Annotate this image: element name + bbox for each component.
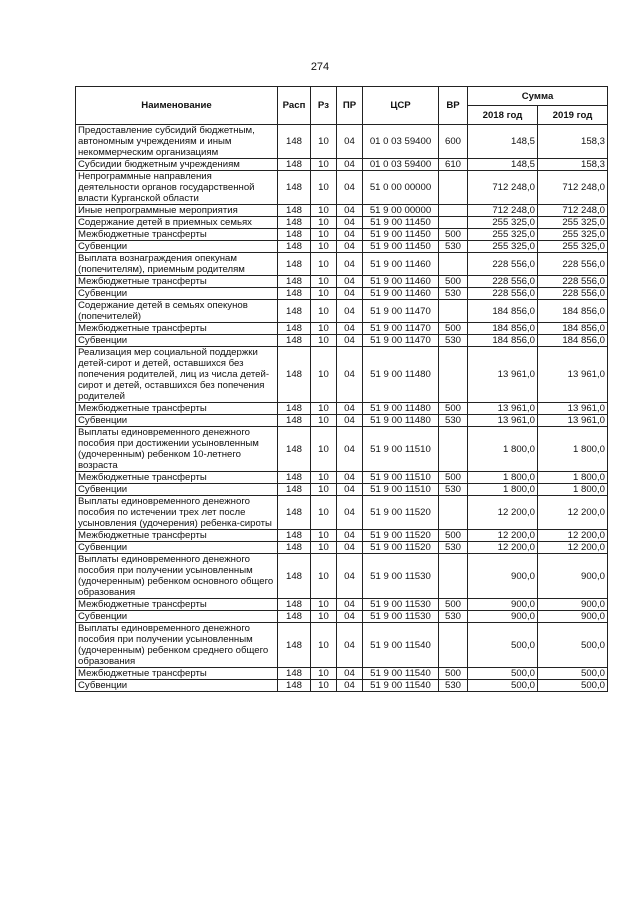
table-cell-rz: 10	[311, 241, 337, 253]
table-cell-rasp: 148	[278, 472, 311, 484]
table-cell-name: Содержание детей в приемных семьях	[76, 217, 278, 229]
table-cell-rasp: 148	[278, 611, 311, 623]
table-cell-vr	[439, 554, 468, 599]
table-cell-rz: 10	[311, 171, 337, 205]
table-cell-name: Субвенции	[76, 611, 278, 623]
table-cell-rasp: 148	[278, 276, 311, 288]
table-cell-name: Межбюджетные трансферты	[76, 403, 278, 415]
table-cell-rasp: 148	[278, 171, 311, 205]
table-cell-rasp: 148	[278, 484, 311, 496]
table-row	[76, 623, 608, 668]
table-cell-rz: 10	[311, 253, 337, 276]
table-row	[76, 415, 608, 427]
table-row	[76, 496, 608, 530]
table-cell-rz: 10	[311, 680, 337, 692]
table-row	[76, 217, 608, 229]
table-cell-vr: 500	[439, 668, 468, 680]
table-cell-2018: 148,5	[468, 159, 538, 171]
table-cell-2019: 158,3	[538, 159, 608, 171]
table-cell-rasp: 148	[278, 241, 311, 253]
table-cell-rasp: 148	[278, 427, 311, 472]
table-cell-name: Субвенции	[76, 288, 278, 300]
table-cell-pr: 04	[337, 403, 363, 415]
table-cell-pr: 04	[337, 125, 363, 159]
table-cell-csr: 51 9 00 11540	[363, 623, 439, 668]
table-cell-rz: 10	[311, 623, 337, 668]
table-cell-csr: 51 9 00 11470	[363, 300, 439, 323]
table-cell-csr: 51 9 00 11510	[363, 484, 439, 496]
table-row	[76, 159, 608, 171]
table-cell-vr: 500	[439, 323, 468, 335]
table-cell-name: Выплаты единовременного денежного пособия при получении усыновленным (удочеренным) ребенком среднего общего образования	[76, 623, 278, 668]
col-header-rz: Рз	[311, 87, 337, 125]
table-cell-pr: 04	[337, 171, 363, 205]
table-cell-vr: 530	[439, 415, 468, 427]
table-cell-name: Выплата вознаграждения опекунам (попечителям), приемным родителям	[76, 253, 278, 276]
table-cell-vr: 600	[439, 125, 468, 159]
table-cell-csr: 51 0 00 00000	[363, 171, 439, 205]
table-cell-2018: 1 800,0	[468, 472, 538, 484]
table-cell-rasp: 148	[278, 403, 311, 415]
table-cell-rz: 10	[311, 335, 337, 347]
table-cell-rz: 10	[311, 125, 337, 159]
table-cell-name: Предоставление субсидий бюджетным, автономным учреждениям и иным некоммерческим организациям	[76, 125, 278, 159]
table-cell-2018: 228 556,0	[468, 288, 538, 300]
table-cell-pr: 04	[337, 241, 363, 253]
col-header-name: Наименование	[76, 87, 278, 125]
table-cell-csr: 51 9 00 11530	[363, 599, 439, 611]
table-cell-csr: 51 9 00 00000	[363, 205, 439, 217]
table-cell-rz: 10	[311, 205, 337, 217]
table-cell-rz: 10	[311, 276, 337, 288]
table-cell-pr: 04	[337, 554, 363, 599]
table-cell-rasp: 148	[278, 300, 311, 323]
table-cell-name: Содержание детей в семьях опекунов (попечителей)	[76, 300, 278, 323]
table-cell-2019: 255 325,0	[538, 217, 608, 229]
table-cell-vr	[439, 427, 468, 472]
table-cell-name: Выплаты единовременного денежного пособия при достижении усыновленным (удочеренным) ребенком 10-летнего возраста	[76, 427, 278, 472]
header-row	[76, 87, 608, 106]
table-cell-vr	[439, 347, 468, 403]
table-cell-rasp: 148	[278, 323, 311, 335]
table-cell-2019: 500,0	[538, 680, 608, 692]
table-cell-2018: 900,0	[468, 611, 538, 623]
table-row	[76, 599, 608, 611]
table-cell-name: Субвенции	[76, 335, 278, 347]
table-row	[76, 668, 608, 680]
table-cell-csr: 51 9 00 11450	[363, 217, 439, 229]
table-cell-2018: 712 248,0	[468, 171, 538, 205]
table-cell-rasp: 148	[278, 599, 311, 611]
table-cell-pr: 04	[337, 335, 363, 347]
table-cell-pr: 04	[337, 496, 363, 530]
table-cell-2019: 12 200,0	[538, 530, 608, 542]
table-cell-csr: 51 9 00 11530	[363, 611, 439, 623]
table-cell-vr	[439, 171, 468, 205]
table-cell-csr: 51 9 00 11470	[363, 335, 439, 347]
table-cell-vr	[439, 623, 468, 668]
table-cell-csr: 51 9 00 11480	[363, 403, 439, 415]
table-row	[76, 300, 608, 323]
table-row	[76, 288, 608, 300]
table-cell-2018: 900,0	[468, 599, 538, 611]
table-cell-csr: 01 0 03 59400	[363, 159, 439, 171]
table-cell-vr	[439, 217, 468, 229]
table-row	[76, 530, 608, 542]
table-cell-rz: 10	[311, 300, 337, 323]
table-cell-rasp: 148	[278, 229, 311, 241]
table-cell-2018: 12 200,0	[468, 542, 538, 554]
table-cell-rasp: 148	[278, 288, 311, 300]
table-cell-rasp: 148	[278, 680, 311, 692]
table-cell-rasp: 148	[278, 623, 311, 668]
table-cell-pr: 04	[337, 323, 363, 335]
table-cell-2018: 1 800,0	[468, 427, 538, 472]
table-cell-vr: 500	[439, 403, 468, 415]
table-row	[76, 554, 608, 599]
table-cell-2019: 13 961,0	[538, 403, 608, 415]
table-cell-vr	[439, 253, 468, 276]
table-cell-2019: 500,0	[538, 623, 608, 668]
table-row	[76, 125, 608, 159]
table-cell-2019: 255 325,0	[538, 229, 608, 241]
table-cell-name: Межбюджетные трансферты	[76, 276, 278, 288]
table-cell-pr: 04	[337, 623, 363, 668]
table-cell-pr: 04	[337, 288, 363, 300]
table-cell-csr: 51 9 00 11480	[363, 415, 439, 427]
table-cell-rz: 10	[311, 668, 337, 680]
table-row	[76, 403, 608, 415]
table-cell-name: Реализация мер социальной поддержки детей-сирот и детей, оставшихся без попечения родителей, лиц из числа детей-сирот и детей, оставшихся без попечения родителей	[76, 347, 278, 403]
table-row	[76, 472, 608, 484]
table-cell-2019: 12 200,0	[538, 542, 608, 554]
table-cell-2018: 500,0	[468, 623, 538, 668]
table-cell-name: Непрограммные направления деятельности органов государственной власти Курганской области	[76, 171, 278, 205]
table-cell-2019: 900,0	[538, 554, 608, 599]
table-row	[76, 241, 608, 253]
table-cell-name: Межбюджетные трансферты	[76, 229, 278, 241]
table-cell-pr: 04	[337, 484, 363, 496]
table-cell-vr: 500	[439, 472, 468, 484]
table-row	[76, 171, 608, 205]
table-cell-name: Межбюджетные трансферты	[76, 323, 278, 335]
table-cell-rasp: 148	[278, 217, 311, 229]
table-cell-pr: 04	[337, 159, 363, 171]
table-cell-rz: 10	[311, 484, 337, 496]
table-cell-2019: 900,0	[538, 611, 608, 623]
table-cell-vr	[439, 205, 468, 217]
table-cell-name: Субвенции	[76, 542, 278, 554]
table-cell-csr: 51 9 00 11450	[363, 229, 439, 241]
table-cell-vr	[439, 496, 468, 530]
table-cell-pr: 04	[337, 542, 363, 554]
table-cell-2018: 500,0	[468, 680, 538, 692]
table-cell-rasp: 148	[278, 554, 311, 599]
table-cell-2019: 228 556,0	[538, 253, 608, 276]
table-cell-2018: 1 800,0	[468, 484, 538, 496]
table-body	[76, 125, 608, 692]
table-row	[76, 427, 608, 472]
table-cell-2018: 228 556,0	[468, 276, 538, 288]
table-cell-rasp: 148	[278, 205, 311, 217]
table-cell-name: Субвенции	[76, 415, 278, 427]
table-cell-rz: 10	[311, 599, 337, 611]
table-cell-2018: 500,0	[468, 668, 538, 680]
table-cell-vr: 530	[439, 335, 468, 347]
table-cell-name: Субсидии бюджетным учреждениям	[76, 159, 278, 171]
table-cell-pr: 04	[337, 276, 363, 288]
table-cell-vr: 500	[439, 229, 468, 241]
col-header-rasp: Расп	[278, 87, 311, 125]
table-cell-csr: 51 9 00 11530	[363, 554, 439, 599]
table-cell-2018: 255 325,0	[468, 229, 538, 241]
table-cell-2019: 184 856,0	[538, 335, 608, 347]
table-cell-name: Субвенции	[76, 484, 278, 496]
table-cell-rz: 10	[311, 217, 337, 229]
table-cell-rz: 10	[311, 288, 337, 300]
table-cell-name: Межбюджетные трансферты	[76, 530, 278, 542]
table-cell-2018: 184 856,0	[468, 323, 538, 335]
col-header-2018: 2018 год	[468, 106, 538, 125]
table-cell-2018: 13 961,0	[468, 403, 538, 415]
table-row	[76, 347, 608, 403]
table-cell-vr: 530	[439, 484, 468, 496]
table-cell-rasp: 148	[278, 347, 311, 403]
table-cell-rz: 10	[311, 159, 337, 171]
table-cell-vr: 500	[439, 530, 468, 542]
table-row	[76, 542, 608, 554]
table-cell-name: Выплаты единовременного денежного пособия по истечении трех лет после усыновления (удочерения) ребенка-сироты	[76, 496, 278, 530]
table-cell-name: Межбюджетные трансферты	[76, 599, 278, 611]
table-cell-2018: 184 856,0	[468, 335, 538, 347]
table-cell-csr: 51 9 00 11460	[363, 276, 439, 288]
table-cell-pr: 04	[337, 300, 363, 323]
table-cell-2019: 500,0	[538, 668, 608, 680]
table-cell-rz: 10	[311, 472, 337, 484]
table-cell-pr: 04	[337, 347, 363, 403]
table-cell-rasp: 148	[278, 159, 311, 171]
col-header-2019: 2019 год	[538, 106, 608, 125]
table-cell-csr: 51 9 00 11540	[363, 668, 439, 680]
table-cell-vr: 530	[439, 611, 468, 623]
table-cell-vr: 530	[439, 542, 468, 554]
col-header-vr: ВР	[439, 87, 468, 125]
table-cell-rz: 10	[311, 347, 337, 403]
table-cell-pr: 04	[337, 530, 363, 542]
table-cell-vr: 530	[439, 241, 468, 253]
table-row	[76, 611, 608, 623]
table-cell-name: Иные непрограммные мероприятия	[76, 205, 278, 217]
table-cell-2019: 184 856,0	[538, 323, 608, 335]
table-cell-2019: 12 200,0	[538, 496, 608, 530]
table-cell-rasp: 148	[278, 335, 311, 347]
table-cell-2018: 12 200,0	[468, 530, 538, 542]
table-cell-2019: 184 856,0	[538, 300, 608, 323]
table-cell-2018: 184 856,0	[468, 300, 538, 323]
table-cell-vr: 500	[439, 599, 468, 611]
table-cell-name: Субвенции	[76, 241, 278, 253]
table-cell-pr: 04	[337, 680, 363, 692]
table-cell-rasp: 148	[278, 496, 311, 530]
budget-table	[75, 86, 608, 692]
table-cell-2018: 228 556,0	[468, 253, 538, 276]
table-cell-vr	[439, 300, 468, 323]
table-cell-csr: 51 9 00 11520	[363, 542, 439, 554]
table-cell-csr: 51 9 00 11510	[363, 472, 439, 484]
table-cell-rz: 10	[311, 403, 337, 415]
table-row	[76, 335, 608, 347]
table-cell-rz: 10	[311, 542, 337, 554]
table-cell-2019: 13 961,0	[538, 415, 608, 427]
table-cell-2019: 1 800,0	[538, 484, 608, 496]
table-cell-vr: 610	[439, 159, 468, 171]
table-cell-pr: 04	[337, 205, 363, 217]
table-cell-rasp: 148	[278, 253, 311, 276]
table-cell-2019: 228 556,0	[538, 276, 608, 288]
table-cell-2018: 12 200,0	[468, 496, 538, 530]
table-cell-pr: 04	[337, 217, 363, 229]
table-row	[76, 323, 608, 335]
table-cell-2019: 900,0	[538, 599, 608, 611]
table-cell-pr: 04	[337, 668, 363, 680]
page-number: 274	[310, 61, 330, 73]
table-cell-2019: 158,3	[538, 125, 608, 159]
table-cell-rz: 10	[311, 530, 337, 542]
table-cell-pr: 04	[337, 253, 363, 276]
table-row	[76, 253, 608, 276]
table-cell-rasp: 148	[278, 668, 311, 680]
table-row	[76, 229, 608, 241]
table-cell-2019: 712 248,0	[538, 171, 608, 205]
table-row	[76, 205, 608, 217]
table-cell-2018: 148,5	[468, 125, 538, 159]
table-cell-rz: 10	[311, 323, 337, 335]
table-cell-2019: 255 325,0	[538, 241, 608, 253]
table-cell-rasp: 148	[278, 530, 311, 542]
table-cell-csr: 51 9 00 11520	[363, 530, 439, 542]
table-cell-pr: 04	[337, 229, 363, 241]
table-cell-pr: 04	[337, 599, 363, 611]
table-cell-csr: 51 9 00 11520	[363, 496, 439, 530]
table-row	[76, 276, 608, 288]
col-header-pr: ПР	[337, 87, 363, 125]
table-cell-rz: 10	[311, 554, 337, 599]
table-cell-csr: 51 9 00 11460	[363, 288, 439, 300]
table-cell-2019: 13 961,0	[538, 347, 608, 403]
col-header-csr: ЦСР	[363, 87, 439, 125]
table-cell-pr: 04	[337, 427, 363, 472]
table-cell-2019: 712 248,0	[538, 205, 608, 217]
table-cell-pr: 04	[337, 611, 363, 623]
table-row	[76, 484, 608, 496]
table-cell-2019: 228 556,0	[538, 288, 608, 300]
table-cell-name: Субвенции	[76, 680, 278, 692]
table-cell-2018: 13 961,0	[468, 415, 538, 427]
table-cell-rz: 10	[311, 415, 337, 427]
table-cell-rz: 10	[311, 229, 337, 241]
table-cell-name: Межбюджетные трансферты	[76, 472, 278, 484]
table-cell-2019: 1 800,0	[538, 472, 608, 484]
table-cell-csr: 51 9 00 11480	[363, 347, 439, 403]
table-cell-rz: 10	[311, 496, 337, 530]
table-cell-pr: 04	[337, 415, 363, 427]
table-row	[76, 680, 608, 692]
table-cell-2018: 13 961,0	[468, 347, 538, 403]
table-cell-csr: 51 9 00 11460	[363, 253, 439, 276]
table-cell-vr: 530	[439, 288, 468, 300]
table-cell-vr: 530	[439, 680, 468, 692]
table-cell-rasp: 148	[278, 125, 311, 159]
table-cell-2019: 1 800,0	[538, 427, 608, 472]
table-cell-rz: 10	[311, 427, 337, 472]
table-cell-2018: 255 325,0	[468, 217, 538, 229]
table-cell-csr: 51 9 00 11540	[363, 680, 439, 692]
table-cell-rz: 10	[311, 611, 337, 623]
table-cell-name: Выплаты единовременного денежного пособия при получении усыновленным (удочеренным) ребенком основного общего образования	[76, 554, 278, 599]
table-cell-rasp: 148	[278, 542, 311, 554]
table-cell-vr: 500	[439, 276, 468, 288]
table-cell-rasp: 148	[278, 415, 311, 427]
table-cell-csr: 01 0 03 59400	[363, 125, 439, 159]
table-cell-csr: 51 9 00 11470	[363, 323, 439, 335]
table-cell-2018: 712 248,0	[468, 205, 538, 217]
table-cell-csr: 51 9 00 11450	[363, 241, 439, 253]
col-header-summa: Сумма	[468, 87, 608, 106]
table-cell-2018: 255 325,0	[468, 241, 538, 253]
table-cell-2018: 900,0	[468, 554, 538, 599]
table-cell-csr: 51 9 00 11510	[363, 427, 439, 472]
table-cell-name: Межбюджетные трансферты	[76, 668, 278, 680]
table-cell-pr: 04	[337, 472, 363, 484]
